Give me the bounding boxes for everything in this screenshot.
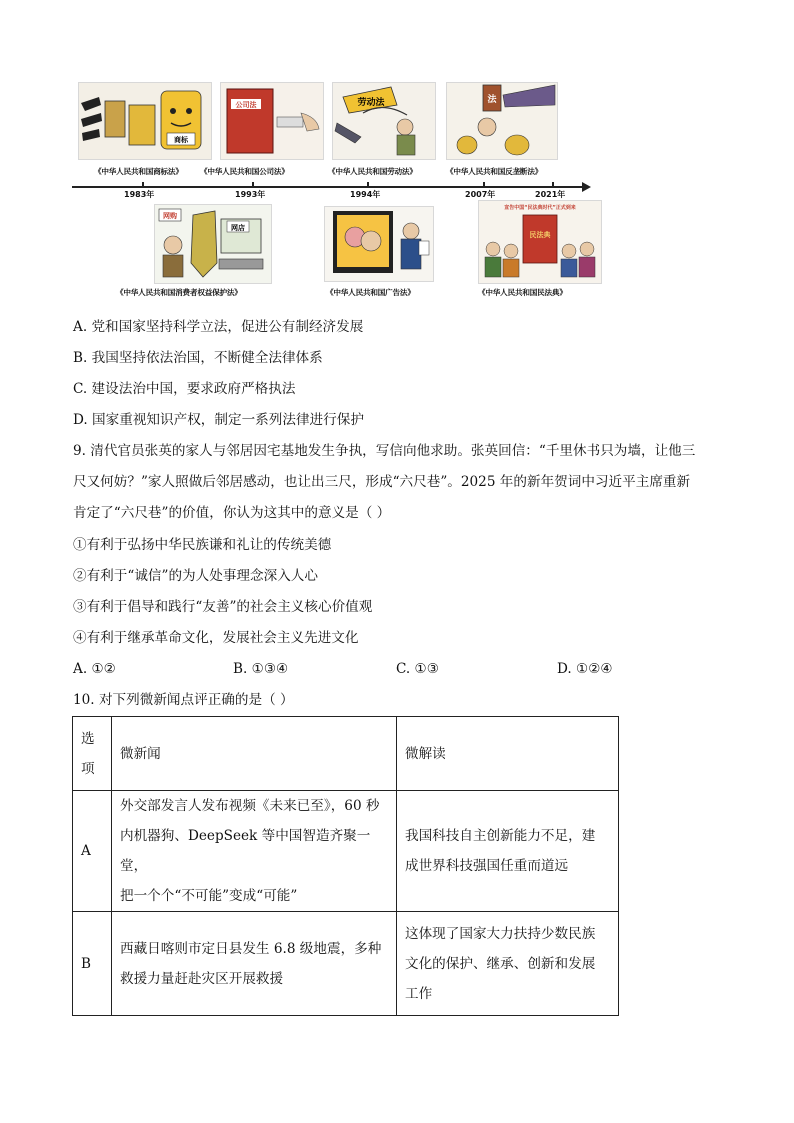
q8-option-c: C. 建设法治中国，要求政府严格执法 bbox=[73, 381, 296, 397]
antitrust-tag-text: 法 bbox=[487, 95, 497, 105]
table-header-row bbox=[73, 717, 619, 791]
row-a-comment bbox=[397, 791, 619, 912]
timeline-arrowhead bbox=[582, 182, 591, 192]
q10-stem: 10. 对下列微新闻点评正确的是（ ） bbox=[73, 692, 294, 708]
timeline-axis bbox=[72, 186, 584, 188]
row-b-comment-line: 文化的保护、继承、创新和发展 bbox=[405, 955, 596, 972]
q9-stem-line-2: 尺又何妨？”家人照做后邻居感动，也让出三尺，形成“六尺巷”。2025 年的新年贺词中习近平主席重新 bbox=[73, 474, 691, 490]
q9-option-d: D. ①②④ bbox=[557, 661, 613, 677]
row-a-news-line: 内机器狗、DeepSeek 等中国智造齐聚一堂， bbox=[120, 828, 371, 874]
civil-code-book-text: 民法典 bbox=[529, 231, 551, 239]
timeline-tick bbox=[142, 182, 144, 188]
store-text: 网店 bbox=[231, 224, 245, 232]
timeline-tick bbox=[252, 182, 254, 188]
q9-statement-2: ②有利于“诚信”的为人处事理念深入人心 bbox=[73, 568, 318, 584]
year-2007: 2007年 bbox=[465, 190, 496, 199]
header-option-line: 项 bbox=[81, 760, 95, 777]
advertising-law-cartoon bbox=[324, 206, 434, 282]
timeline-tick bbox=[483, 182, 485, 188]
caption-labor-law: 《中华人民共和国劳动法》 bbox=[328, 167, 417, 176]
row-b-comment-line: 工作 bbox=[405, 985, 433, 1002]
online-shop-text: 网购 bbox=[163, 212, 177, 220]
antimonopoly-law-cartoon bbox=[446, 82, 558, 160]
caption-company-law: 《中华人民共和国公司法》 bbox=[200, 167, 289, 176]
row-b-option: B bbox=[73, 912, 112, 1016]
q9-statement-1: ①有利于弘扬中华民族谦和礼让的传统美德 bbox=[73, 537, 332, 553]
row-b-news-line: 救援力量赶赴灾区开展救援 bbox=[120, 970, 284, 987]
table-row bbox=[73, 912, 619, 1016]
company-law-cartoon bbox=[220, 82, 324, 160]
q9-stem-line-3: 肯定了“六尺巷”的价值，你认为这其中的意义是（ ） bbox=[73, 505, 391, 521]
row-b-comment bbox=[397, 912, 619, 1016]
trademark-law-cartoon bbox=[78, 82, 212, 160]
q8-option-b: B. 我国坚持依法治国，不断健全法律体系 bbox=[73, 350, 323, 366]
q9-option-b: B. ①③④ bbox=[233, 661, 289, 677]
header-option-line: 选 bbox=[81, 730, 95, 747]
law-timeline-figure bbox=[70, 82, 615, 300]
header-comment: 微解读 bbox=[397, 717, 619, 791]
caption-antimonopoly-law: 《中华人民共和国反垄断法》 bbox=[446, 167, 543, 176]
q9-option-a: A. ①② bbox=[73, 661, 116, 677]
header-option bbox=[73, 717, 112, 791]
row-a-comment-line: 我国科技自主创新能力不足，建 bbox=[405, 828, 596, 844]
row-b-news bbox=[112, 912, 397, 1016]
year-1983: 1983年 bbox=[124, 190, 155, 199]
caption-trademark-law: 《中华人民共和国商标法》 bbox=[94, 167, 183, 176]
year-2021: 2021年 bbox=[535, 190, 566, 199]
q8-option-d: D. 国家重视知识产权，制定一系列法律进行保护 bbox=[73, 412, 364, 428]
q9-option-c: C. ①③ bbox=[396, 661, 439, 677]
caption-consumer-rights-law: 《中华人民共和国消费者权益保护法》 bbox=[116, 288, 242, 297]
trademark-sign-text: 商标 bbox=[174, 136, 188, 144]
labor-law-cartoon bbox=[332, 82, 436, 160]
q10-news-table bbox=[72, 716, 619, 1016]
header-news: 微新闻 bbox=[112, 717, 397, 791]
consumer-rights-law-cartoon bbox=[154, 204, 272, 284]
row-a-option: A bbox=[73, 791, 112, 912]
year-1993: 1993年 bbox=[235, 190, 266, 199]
row-b-news-line: 西藏日喀则市定日县发生 6.8 级地震，多种 bbox=[120, 940, 382, 957]
row-b-comment-line: 这体现了国家大力扶持少数民族 bbox=[405, 925, 596, 942]
civil-code-cartoon bbox=[478, 200, 602, 284]
row-a-news-line: 把一个个“不可能”变成“可能” bbox=[120, 888, 298, 904]
table-row bbox=[73, 791, 619, 912]
company-law-book-text: 公司法 bbox=[235, 101, 257, 109]
q9-statement-3: ③有利于倡导和践行“友善”的社会主义核心价值观 bbox=[73, 599, 373, 615]
caption-civil-code: 《中华人民共和国民法典》 bbox=[478, 288, 567, 297]
labor-law-sign-text: 劳动法 bbox=[357, 98, 385, 108]
civil-code-banner-text: 宣告中国“民法典时代”正式到来 bbox=[504, 205, 576, 211]
row-a-news bbox=[112, 791, 397, 912]
q9-stem-line-1: 9. 清代官员张英的家人与邻居因宅基地发生争执，写信向他求助。张英回信：“千里休书只为墙，让他三 bbox=[73, 443, 696, 459]
q9-statement-4: ④有利于继承革命文化，发展社会主义先进文化 bbox=[73, 630, 359, 646]
row-a-news-line: 外交部发言人发布视频《未来已至》，60 秒 bbox=[120, 798, 380, 814]
q8-option-a: A. 党和国家坚持科学立法，促进公有制经济发展 bbox=[73, 319, 364, 335]
caption-advertising-law: 《中华人民共和国广告法》 bbox=[326, 288, 415, 297]
timeline-tick bbox=[552, 182, 554, 188]
row-a-comment-line: 成世界科技强国任重而道远 bbox=[405, 858, 569, 874]
year-1994: 1994年 bbox=[350, 190, 381, 199]
timeline-tick bbox=[367, 182, 369, 188]
